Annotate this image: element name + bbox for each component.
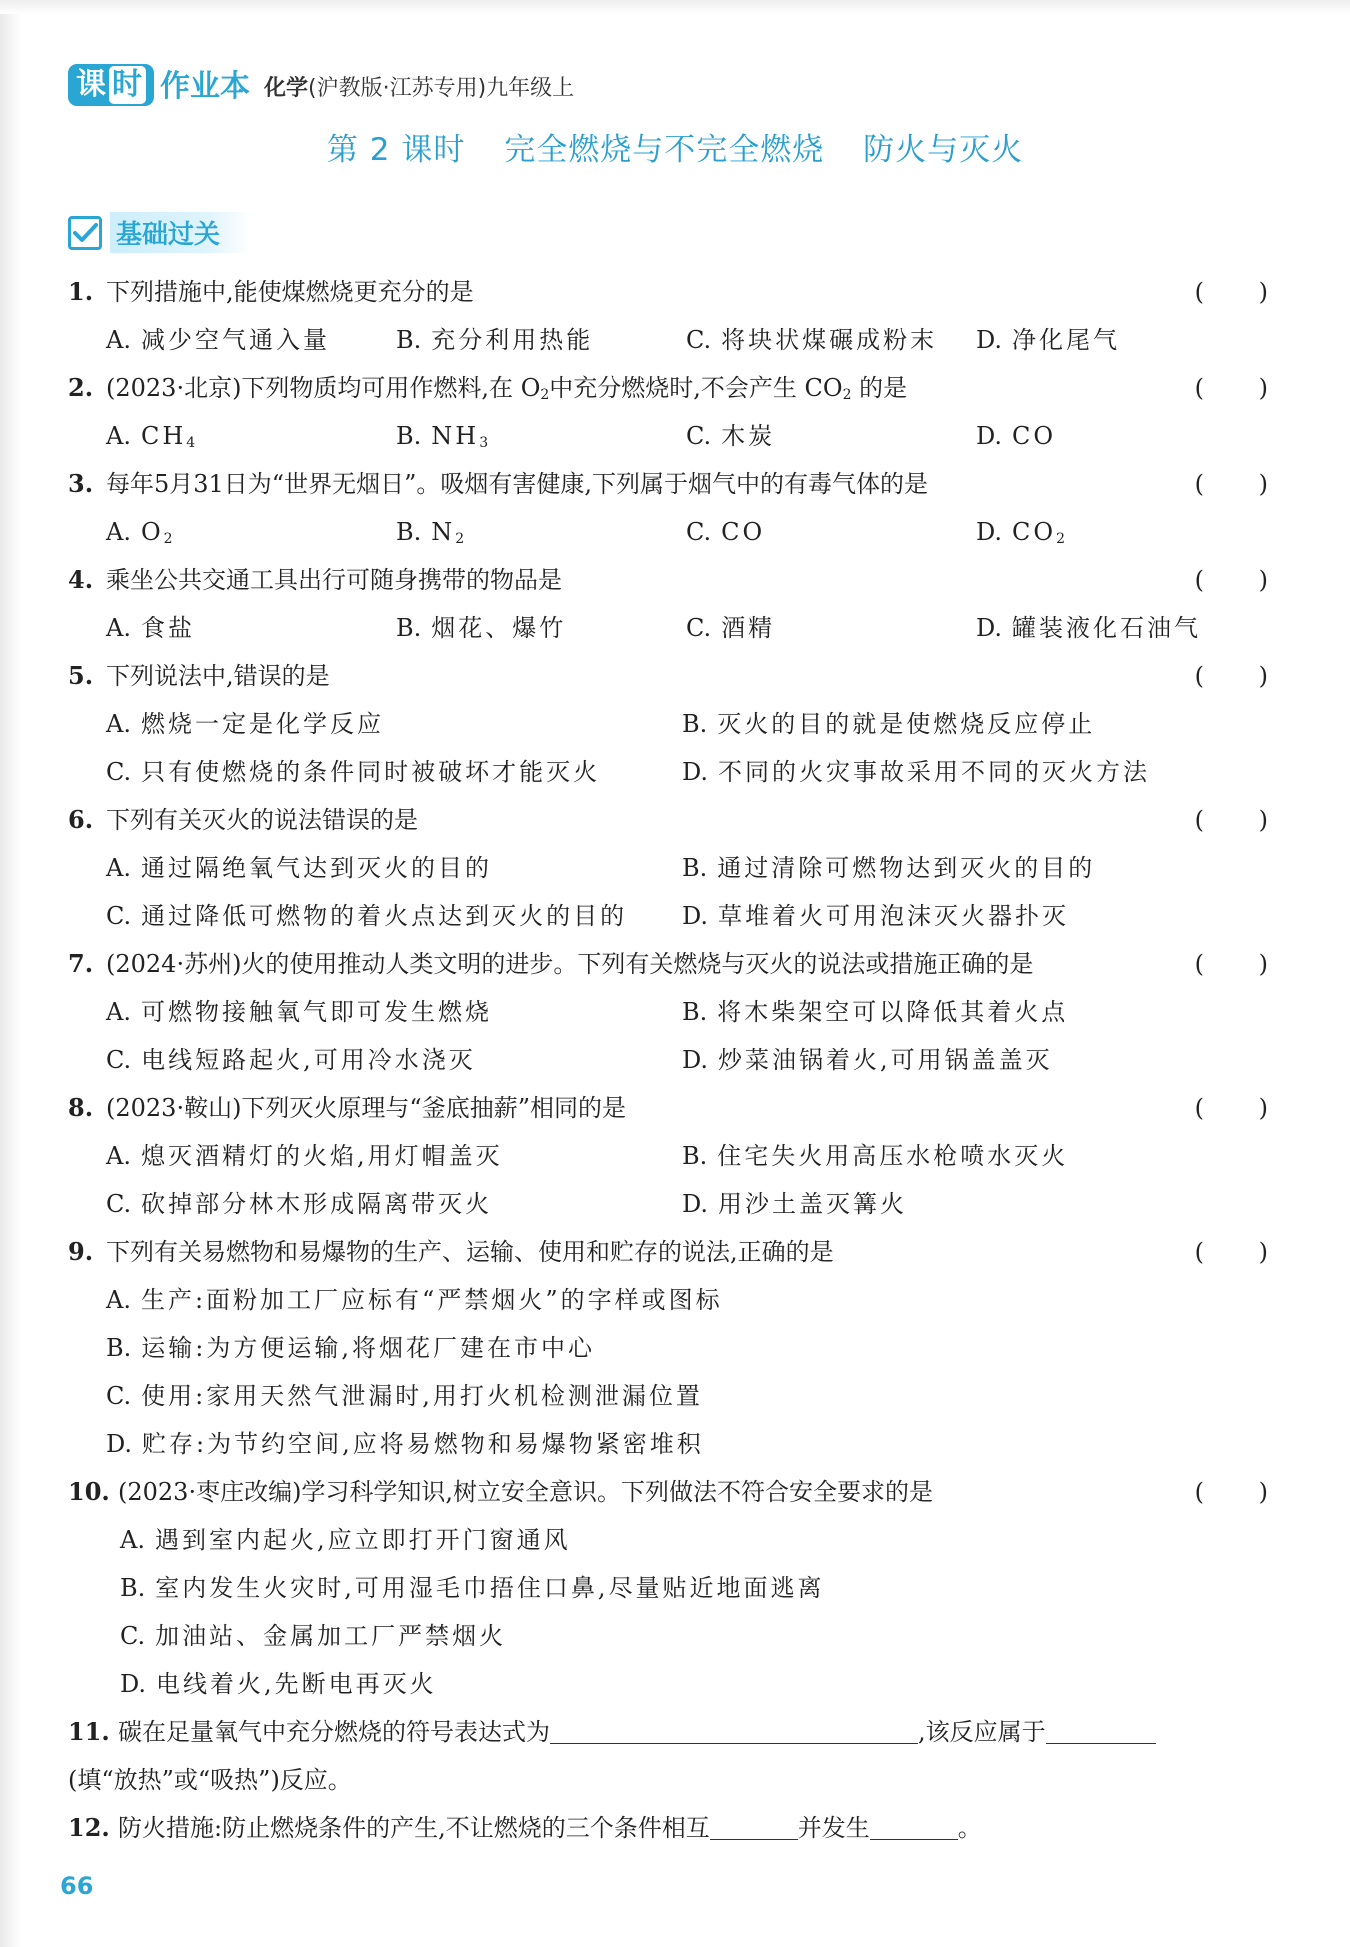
- answer-bracket: ( ): [1194, 566, 1268, 594]
- option-d: D. 电线着火,先断电再灭火: [120, 1670, 437, 1698]
- option-b: B. 充分利用热能: [396, 326, 594, 354]
- question-text: (2024·苏州)火的使用推动人类文明的进步。下列有关燃烧与灭火的说法或措施正确的是: [106, 950, 1034, 978]
- question-3: [68, 460, 1268, 556]
- question-number: 12.: [68, 1813, 110, 1842]
- page-number: 66: [60, 1872, 94, 1900]
- question-12: [68, 1804, 1268, 1852]
- logo-text: 作业本: [160, 69, 250, 104]
- answer-bracket: ( ): [1194, 662, 1268, 690]
- edition: (沪教版·江苏专用)九年级上: [308, 76, 575, 101]
- option-d: D. 炒菜油锅着火,可用锅盖盖灭: [682, 1046, 1053, 1074]
- question-number: 6.: [68, 805, 94, 834]
- question-2: [68, 364, 1268, 460]
- option-d: D. 贮存:为节约空间,应将易燃物和易爆物紧密堆积: [106, 1430, 704, 1458]
- question-text: (2023·枣庄改编)学习科学知识,树立安全意识。下列做法不符合安全要求的是: [118, 1478, 934, 1506]
- question-10: [68, 1468, 1268, 1708]
- question-4: [68, 556, 1268, 652]
- option-d: D. CO: [976, 422, 1057, 450]
- option-c: C. 酒精: [686, 614, 776, 642]
- answer-bracket: ( ): [1194, 278, 1268, 306]
- option-a: A. 遇到室内起火,应立即打开门窗通风: [120, 1526, 571, 1554]
- option-d: D. 草堆着火可用泡沫灭火器扑灭: [682, 902, 1070, 930]
- question-text-cont: (填“放热”或“吸热”)反应。: [68, 1766, 352, 1794]
- question-number: 1.: [68, 277, 94, 306]
- option-d: D. 净化尾气: [976, 326, 1121, 354]
- question-text: 下列有关灭火的说法错误的是: [106, 806, 418, 834]
- question-text: 下列措施中,能使煤燃烧更充分的是: [106, 278, 474, 306]
- option-a: A. 生产:面粉加工厂应标有“严禁烟火”的字样或图标: [106, 1286, 723, 1314]
- option-c: C. 加油站、金属加工厂严禁烟火: [120, 1622, 507, 1650]
- question-text: 防火措施:防止燃烧条件的产生,不让燃烧的三个条件相互 并发生 。: [118, 1814, 982, 1842]
- option-c: C. 砍掉部分林木形成隔离带灭火: [106, 1190, 493, 1218]
- option-b: B. $N_2$: [396, 518, 468, 547]
- question-1: [68, 268, 1268, 364]
- answer-bracket: ( ): [1194, 470, 1268, 498]
- option-c: C. 只有使燃烧的条件同时被破坏才能灭火: [106, 758, 601, 786]
- question-number: 10.: [68, 1477, 110, 1506]
- option-d: D. $CO_2$: [976, 518, 1068, 547]
- option-d: D. 罐装液化石油气: [976, 614, 1202, 642]
- option-c: C. CO: [686, 518, 766, 546]
- option-a: A. 减少空气通入量: [106, 326, 330, 354]
- option-b: B. 烟花、爆竹: [396, 614, 567, 642]
- question-5: [68, 652, 1268, 796]
- option-c: C. 通过降低可燃物的着火点达到灭火的目的: [106, 902, 628, 930]
- book-logo: [68, 64, 154, 106]
- question-list: [68, 268, 1268, 1852]
- question-text: (2023·鞍山)下列灭火原理与“釜底抽薪”相同的是: [106, 1094, 626, 1122]
- option-c: C. 电线短路起火,可用冷水浇灭: [106, 1046, 476, 1074]
- option-a: A. 通过隔绝氧气达到灭火的目的: [106, 854, 492, 882]
- option-a: A. 食盐: [106, 614, 195, 642]
- question-text: 下列说法中,错误的是: [106, 662, 330, 690]
- option-d: D. 用沙土盖灭篝火: [682, 1190, 908, 1218]
- checkmark-icon: [68, 216, 102, 250]
- lesson-topic-2: 防火与灭火: [863, 132, 1024, 168]
- section-title: 基础过关: [110, 212, 250, 253]
- answer-bracket: ( ): [1194, 374, 1268, 402]
- answer-bracket: ( ): [1194, 1238, 1268, 1266]
- section-header: [68, 212, 250, 253]
- question-number: 9.: [68, 1237, 94, 1266]
- question-8: [68, 1084, 1268, 1228]
- answer-blank[interactable]: [550, 1713, 918, 1744]
- option-b: B. 室内发生火灾时,可用湿毛巾捂住口鼻,尽量贴近地面逃离: [120, 1574, 825, 1602]
- lesson-number: 第 2 课时: [326, 132, 466, 168]
- answer-blank[interactable]: [870, 1809, 958, 1840]
- question-text: 碳在足量氧气中充分燃烧的符号表达式为 ,该反应属于: [118, 1718, 1156, 1746]
- answer-blank[interactable]: [1046, 1713, 1156, 1744]
- question-number: 3.: [68, 469, 94, 498]
- option-b: B. $NH_3$: [396, 422, 492, 451]
- question-number: 5.: [68, 661, 94, 690]
- option-c: C. 木炭: [686, 422, 776, 450]
- question-6: [68, 796, 1268, 940]
- question-text: 下列有关易燃物和易爆物的生产、运输、使用和贮存的说法,正确的是: [106, 1238, 834, 1266]
- lesson-topic-1: 完全燃烧与不完全燃烧: [504, 132, 825, 168]
- option-a: A. 可燃物接触氧气即可发生燃烧: [106, 998, 492, 1026]
- question-number: 11.: [68, 1717, 110, 1746]
- subject: 化学: [264, 76, 309, 101]
- answer-bracket: ( ): [1194, 950, 1268, 978]
- question-number: 4.: [68, 565, 94, 594]
- answer-blank[interactable]: [710, 1809, 798, 1840]
- option-b: B. 通过清除可燃物达到灭火的目的: [682, 854, 1096, 882]
- logo-char-1: 课: [76, 67, 107, 102]
- option-b: B. 灭火的目的就是使燃烧反应停止: [682, 710, 1096, 738]
- page-edge: [0, 0, 22, 1947]
- lesson-title: [0, 124, 1350, 169]
- option-a: A. $O_2$: [106, 518, 176, 547]
- question-number: 2.: [68, 373, 94, 402]
- book-header: [68, 62, 574, 106]
- option-c: C. 将块状煤碾成粉末: [686, 326, 938, 354]
- option-a: A. 熄灭酒精灯的火焰,用灯帽盖灭: [106, 1142, 503, 1170]
- question-7: [68, 940, 1268, 1084]
- option-c: C. 使用:家用天然气泄漏时,用打火机检测泄漏位置: [106, 1382, 703, 1410]
- option-d: D. 不同的火灾事故采用不同的灭火方法: [682, 758, 1151, 786]
- question-11: [68, 1708, 1268, 1804]
- option-a: A. $CH_4$: [106, 422, 199, 451]
- question-9: [68, 1228, 1268, 1468]
- option-a: A. 燃烧一定是化学反应: [106, 710, 384, 738]
- page-edge-top: [0, 0, 1350, 14]
- question-text: 乘坐公共交通工具出行可随身携带的物品是: [106, 566, 562, 594]
- question-text: 每年5月31日为“世界无烟日”。吸烟有害健康,下列属于烟气中的有毒气体的是: [106, 470, 928, 498]
- answer-bracket: ( ): [1194, 806, 1268, 834]
- question-number: 7.: [68, 949, 94, 978]
- question-number: 8.: [68, 1093, 94, 1122]
- option-b: B. 将木柴架空可以降低其着火点: [682, 998, 1069, 1026]
- option-b: B. 运输:为方便运输,将烟花厂建在市中心: [106, 1334, 595, 1362]
- book-subtitle: [264, 72, 574, 106]
- answer-bracket: ( ): [1194, 1094, 1268, 1122]
- logo-char-2: 时: [109, 66, 146, 104]
- answer-bracket: ( ): [1194, 1478, 1268, 1506]
- option-b: B. 住宅失火用高压水枪喷水灭火: [682, 1142, 1069, 1170]
- question-text: (2023·北京)下列物质均可用作燃料,在 $O_2$中充分燃烧时,不会产生 $CO_2$ 的是: [106, 374, 908, 403]
